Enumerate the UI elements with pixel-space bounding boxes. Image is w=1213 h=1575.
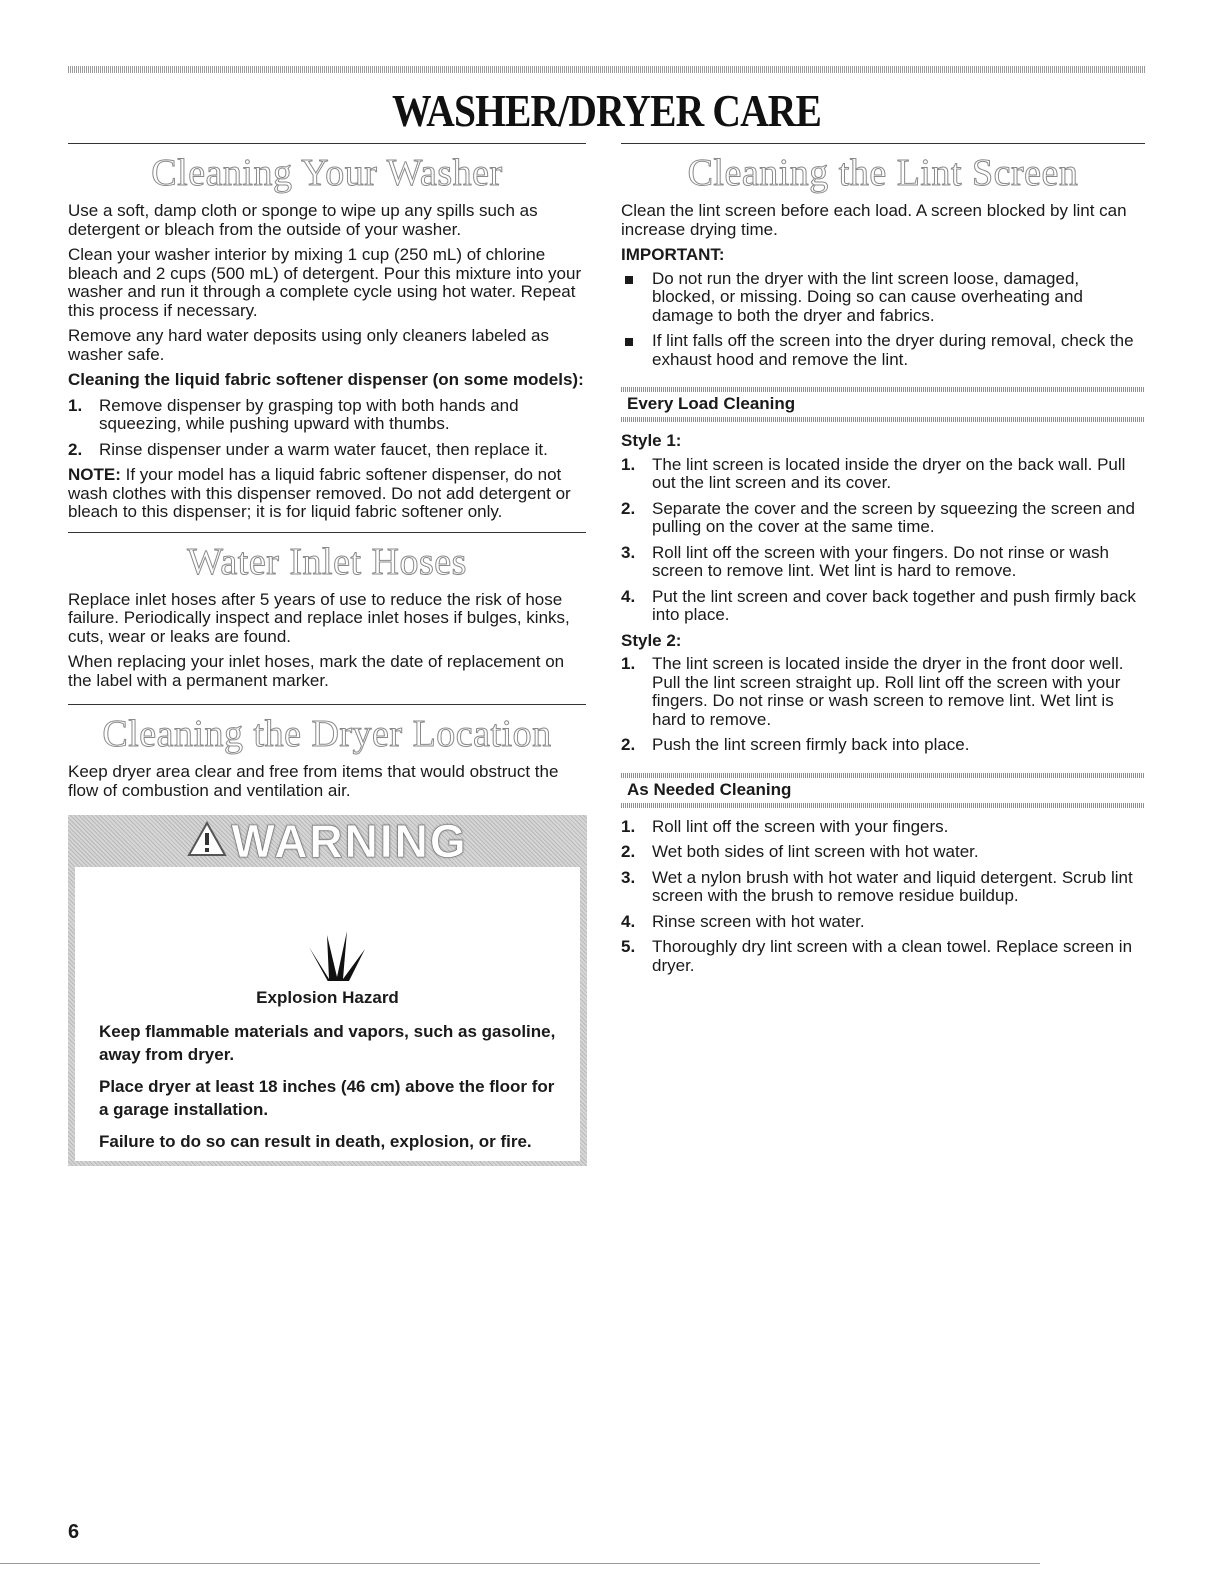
bullet-text: Do not run the dryer with the lint screen loose, damaged, blocked, or missing. Doing so can cause overheating and damage to both the dryer and fabrics. [652, 268, 1083, 325]
step-text: Push the lint screen firmly back into place. [652, 735, 970, 754]
warning-header [68, 815, 587, 867]
step-text: The lint screen is located inside the dryer on the back wall. Pull out the lint screen and its cover. [652, 454, 1126, 492]
section-rule [68, 704, 586, 705]
step-text: Wet both sides of lint screen with hot water. [652, 842, 979, 861]
bullet-icon [625, 338, 633, 346]
list-item [621, 843, 1145, 862]
step-text: Roll lint off the screen with your fingers. Do not rinse or wash screen to remove lint. Wet lint is hard to remove. [652, 542, 1110, 580]
step-text: Separate the cover and the screen by squeezing the screen and pulling on the cover at the same time. [652, 498, 1135, 536]
subheading-every-load-cleaning: Every Load Cleaning [621, 387, 1145, 422]
warning-box [68, 815, 587, 1166]
section-heading-cleaning-washer: Cleaning Your Washer [151, 152, 503, 194]
important-label: IMPORTANT: [621, 245, 725, 264]
step-number: 3. [621, 542, 636, 562]
step-number: 5. [621, 937, 636, 956]
subheading-as-needed-cleaning: As Needed Cleaning [621, 773, 1145, 808]
style-1-steps [621, 456, 1145, 625]
list-item [68, 441, 586, 460]
section-rule [68, 143, 586, 144]
washer-paragraph-3: Remove any hard water deposits using only cleaners labeled as washer safe. [68, 326, 549, 364]
page-number: 6 [68, 1521, 80, 1543]
washer-paragraph-1: Use a soft, damp cloth or sponge to wipe up any spills such as detergent or bleach from the outside of your washer. [68, 201, 538, 239]
step-number: 2. [68, 439, 83, 459]
step-number: 1. [621, 816, 636, 836]
list-item [621, 456, 1145, 493]
style-2-steps [621, 655, 1145, 755]
note-text: If your model has a liquid fabric softener dispenser, do not wash clothes with this dispenser removed. Do not add detergent or bleach to this dispenser; it is for liquid fabric softener only. [68, 465, 571, 521]
hoses-paragraph-2: When replacing your inlet hoses, mark the date of replacement on the label with a permanent marker. [68, 652, 565, 690]
list-item [621, 544, 1145, 581]
section-rule [621, 143, 1145, 144]
right-column [621, 143, 1145, 982]
softener-heading: Cleaning the liquid fabric softener dispenser (on some models): [68, 370, 584, 389]
washer-paragraph-2: Clean your washer interior by mixing 1 cup (250 mL) of chlorine bleach and 2 cups (500 mL) of detergent. Pour this mixture into your washer and run it through a complete cycle using hot water. Repeat this process if necessary. [68, 245, 582, 320]
list-item [621, 655, 1145, 729]
step-number: 2. [621, 735, 636, 754]
list-item [621, 500, 1145, 537]
style-1-label: Style 1: [621, 431, 682, 450]
section-heading-lint-screen: Cleaning the Lint Screen [687, 152, 1079, 194]
page-title: WASHER/DRYER CARE [391, 85, 822, 136]
step-text: Roll lint off the screen with your fingers. [652, 816, 949, 836]
step-text: Wet a nylon brush with hot water and liquid detergent. Scrub lint screen with the brush to remove residue buildup. [652, 867, 1133, 905]
list-item [621, 938, 1145, 975]
list-item [621, 588, 1145, 625]
important-bullets [621, 270, 1145, 370]
left-column [68, 143, 586, 807]
bullet-icon [625, 276, 633, 284]
list-item [621, 332, 1145, 369]
step-text: Put the lint screen and cover back together and push firmly back into place. [652, 586, 1136, 624]
hazard-title: Explosion Hazard [256, 988, 399, 1007]
step-text: Thoroughly dry lint screen with a clean towel. Replace screen in dryer. [652, 937, 1133, 975]
step-number: 3. [621, 867, 636, 887]
top-rule [68, 66, 1145, 73]
step-number: 1. [68, 395, 83, 415]
step-number: 2. [621, 842, 636, 861]
list-item [621, 913, 1145, 932]
as-needed-steps [621, 818, 1145, 976]
step-text: The lint screen is located inside the dryer in the front door well. Pull the lint screen straight up. Roll lint off the screen with your fingers. Do not rinse or wash screen to remove lint. Wet lint is hard to remove. [652, 654, 1124, 729]
warning-paragraph-3: Failure to do so can result in death, explosion, or fire. [99, 1131, 532, 1151]
dryer-location-paragraph: Keep dryer area clear and free from items that would obstruct the flow of combustion and ventilation air. [68, 762, 559, 800]
warning-text-panel [75, 981, 580, 1161]
list-item [621, 869, 1145, 906]
step-number: 2. [621, 498, 636, 518]
softener-steps [68, 397, 586, 460]
warning-triangle-icon [187, 821, 227, 862]
step-text: Rinse screen with hot water. [652, 911, 865, 931]
warning-title: WARNING [231, 815, 468, 867]
list-item [621, 270, 1145, 326]
list-item [621, 818, 1145, 837]
lint-paragraph-1: Clean the lint screen before each load. A screen blocked by lint can increase drying time. [621, 201, 1127, 239]
step-number: 4. [621, 586, 636, 606]
section-heading-dryer-location: Cleaning the Dryer Location [102, 713, 552, 755]
hoses-paragraph-1: Replace inlet hoses after 5 years of use to reduce the risk of hose failure. Periodically inspect and replace inlet hoses if bulges, kinks, cuts, wear or leaks are found. [68, 589, 570, 646]
warning-paragraph-1: Keep flammable materials and vapors, such as gasoline, away from dryer. [99, 1021, 556, 1064]
step-number: 1. [621, 654, 636, 673]
step-number: 4. [621, 911, 636, 931]
step-text: Remove dispenser by grasping top with both hands and squeezing, while pushing upward with thumbs. [99, 395, 519, 433]
step-text: Rinse dispenser under a warm water faucet, then replace it. [99, 439, 548, 459]
section-rule [68, 532, 586, 533]
warning-paragraph-2: Place dryer at least 18 inches (46 cm) above the floor for a garage installation. [99, 1076, 555, 1119]
note-label: NOTE: [68, 465, 121, 484]
note-paragraph [68, 466, 586, 522]
bottom-rule [0, 1563, 1040, 1564]
list-item [621, 736, 1145, 755]
section-heading-water-inlet-hoses: Water Inlet Hoses [187, 540, 467, 583]
bullet-text: If lint falls off the screen into the dryer during removal, check the exhaust hood and remove the lint. [652, 331, 1134, 369]
list-item [68, 397, 586, 434]
step-number: 1. [621, 454, 636, 474]
style-2-label: Style 2: [621, 630, 682, 650]
